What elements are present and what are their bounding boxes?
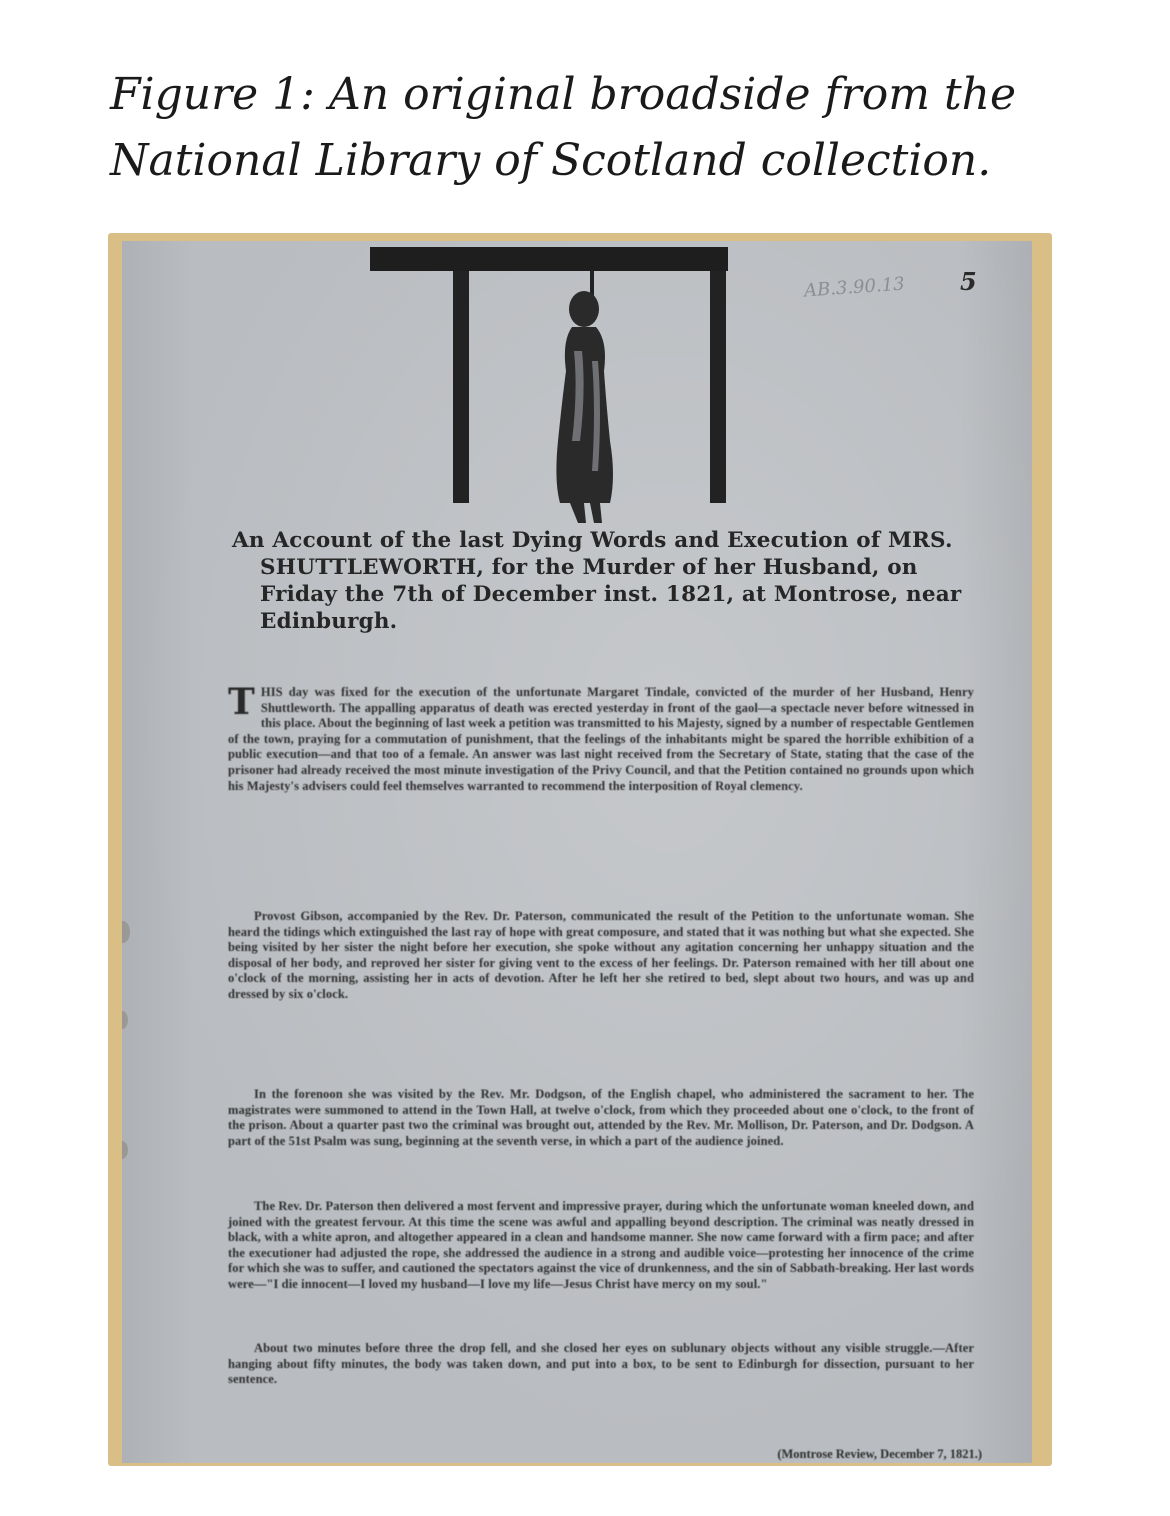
broadside-headline: An Account of the last Dying Words and Execution of MRS. SHUTTLEWORTH, for the Murder of her Husband, on Friday the 7th of December inst. 1821, at Montrose, near Edinburgh. [232, 528, 962, 634]
broadside-photo [108, 233, 1052, 1466]
figure-caption: Figure 1: An original broadside from the National Library of Scotland collection. [110, 69, 1017, 186]
paragraph-text: About two minutes before three the drop fell, and she closed her eyes on sublunary objects without any visible struggle.—After hanging about fifty minutes, the body was taken down, and put into a box, to be sent to Edinburgh for dissection, pursuant to her sentence. [228, 1341, 974, 1387]
broadside-paragraph [228, 1087, 974, 1149]
paragraph-text: HIS day was fixed for the execution of the unfortunate Margaret Tindale, convicted of the murder of her Husband, Henry Shuttleworth. The appalling apparatus of death was erected yesterday in front of the gaol—a spectacle never before witnessed in this place. About the beginning of last week a petition was transmitted to his Majesty, signed by a number of respectable Gentlemen of the town, praying for a commutation of punishment, that the feelings of the inhabitants might be spared the horrible exhibition of a public execution—and that too of a female. An answer was last night received from the Secretary of State, stating that the case of the prisoner had already received the most minute investigation of the Privy Council, and that the Petition contained no grounds upon which his Majesty's advisers could feel themselves warranted to recommend the interposition of Royal clemency. [228, 685, 974, 793]
gallows-beam [370, 247, 728, 271]
hanged-figure [556, 291, 613, 523]
gallows-right-post [710, 271, 726, 503]
broadside-paper [122, 241, 1032, 1463]
broadside-paragraph [228, 1199, 974, 1293]
page-number: 5 [960, 267, 977, 296]
drop-cap: T [228, 681, 255, 723]
source-attribution: (Montrose Review, December 7, 1821.) [777, 1447, 982, 1461]
broadside-paragraph [228, 1341, 974, 1388]
broadside-paragraph [228, 909, 974, 1003]
paper-stain [122, 1141, 128, 1159]
paragraph-text: In the forenoon she was visited by the Rev. Mr. Dodgson, of the English chapel, who administered the sacrament to her. The magistrates were summoned to attend in the Town Hall, at twelve o'clock, from which they proceeded about one o'clock, to the front of the prison. About a quarter past two the criminal was brought out, attended by the Rev. Mr. Mollison, Dr. Paterson, and Dr. Dodgson. A part of the 51st Psalm was sung, beginning at the seventh verse, in which a part of the audience joined. [228, 1087, 974, 1148]
broadside-paragraph [228, 681, 974, 794]
paragraph-text: The Rev. Dr. Paterson then delivered a most fervent and impressive prayer, during which the unfortunate woman kneeled down, and joined with the greatest fervour. At this time the scene was awful and appalling beyond description. The criminal was neatly dressed in black, with a white apron, and altogether appeared in a clean and handsome manner. She now came forward with a firm pace; and after the executioner had adjusted the rope, she addressed the audience in a strong and audible voice—protesting her innocence of the crime for which she was to suffer, and cautioned the spectators against the vice of drunkenness, and the sin of Sabbath-breaking. Her last words were—"I die innocent—I loved my husband—I love my life—Jesus Christ have mercy on my soul." [228, 1199, 974, 1291]
paper-stain [122, 1011, 128, 1029]
pencil-shelfmark: AB.3.90.13 [803, 273, 906, 302]
gallows-left-post [453, 271, 469, 503]
paragraph-text: Provost Gibson, accompanied by the Rev. Dr. Paterson, communicated the result of the Petition to the unfortunate woman. She heard the tidings which extinguished the last ray of hope with great composure, and stated that it was nothing but what she expected. She being visited by her sister the night before her execution, she spoke without any agitation concerning her unhappy situation and the disposal of her body, and reproved her sister for giving vent to the excess of her feelings. Dr. Paterson remained with her till about one o'clock of the morning, assisting her in acts of devotion. After he left her she retired to bed, slept about two hours, and was up and dressed by six o'clock. [228, 909, 974, 1001]
paper-stain [122, 921, 130, 943]
